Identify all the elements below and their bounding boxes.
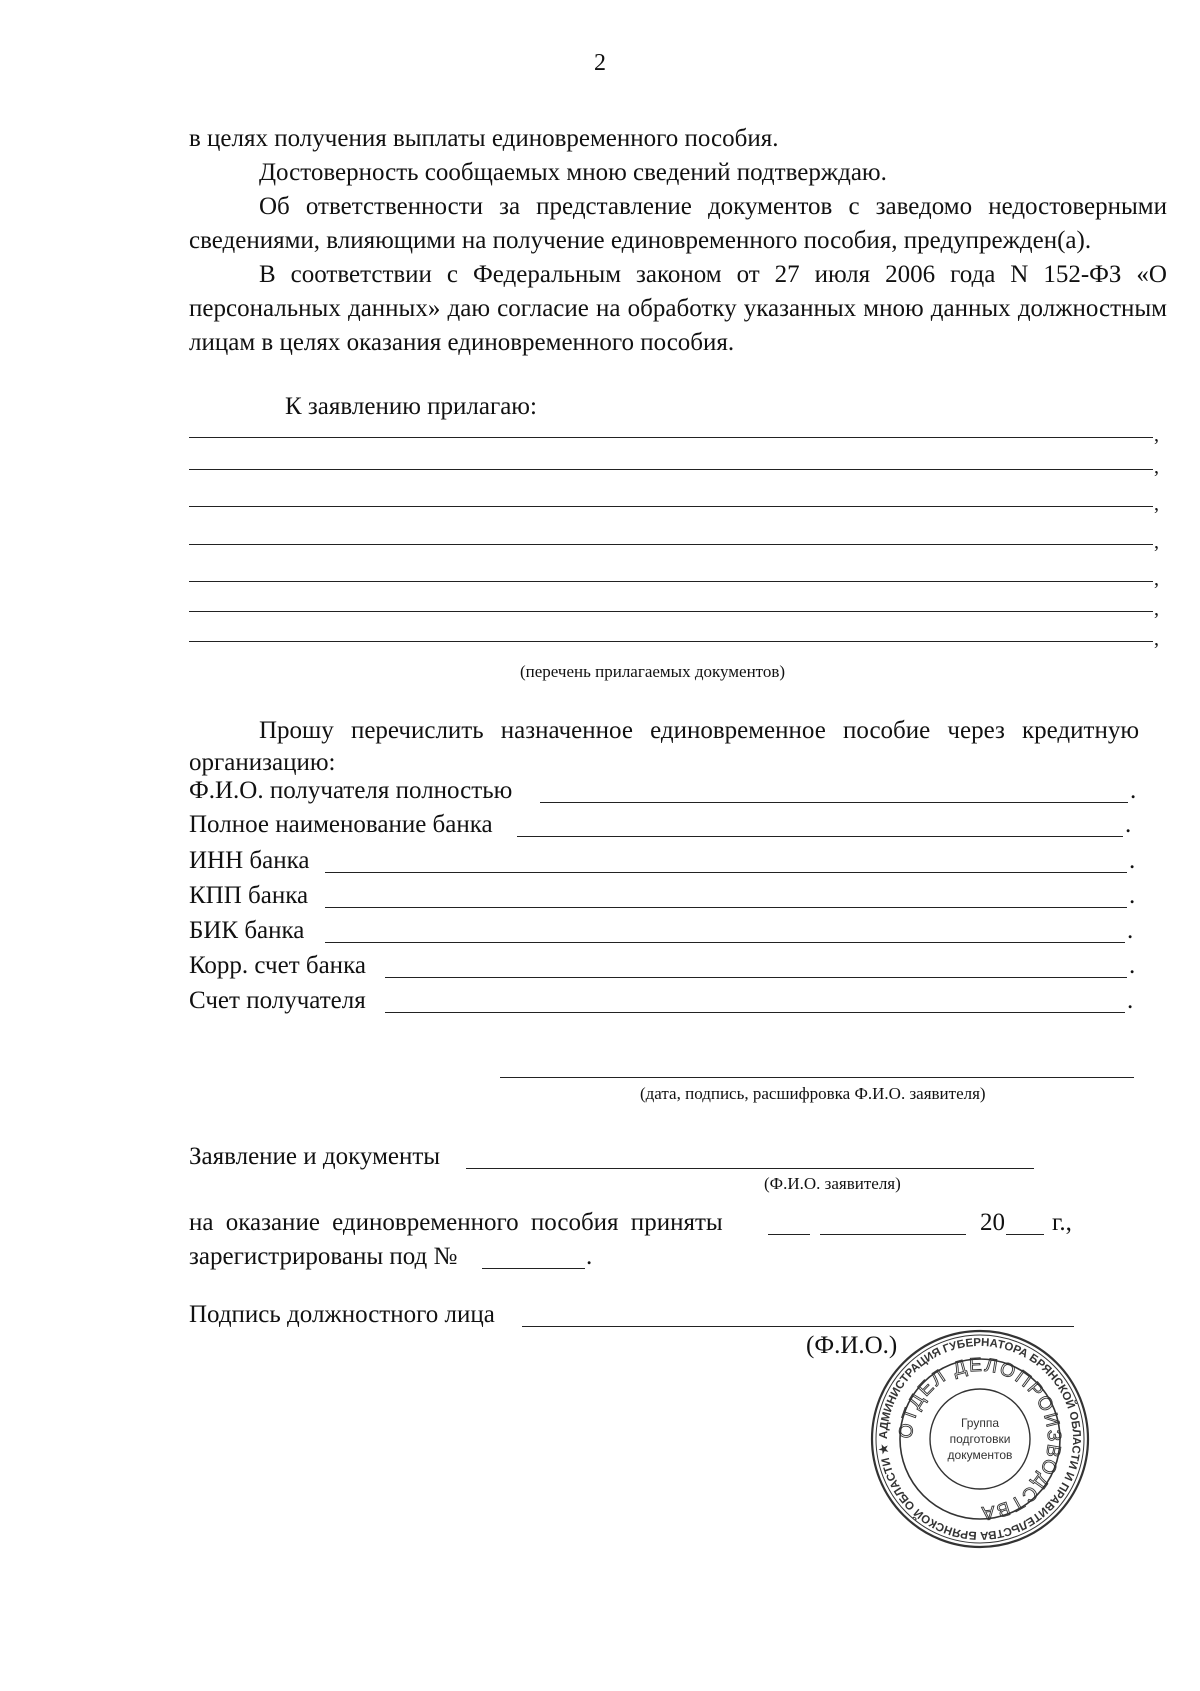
bank-kpp-label: КПП банка bbox=[189, 882, 309, 909]
transfer-request-text: Прошу перечислить назначенное единовременное пособие через кредитную организацию: bbox=[189, 717, 1139, 776]
field-end-dot: . bbox=[1127, 917, 1134, 944]
field-end-dot: . bbox=[1125, 811, 1132, 838]
year-suffix: г., bbox=[1052, 1209, 1072, 1236]
recipient-name-label: Ф.И.О. получателя полностью bbox=[189, 777, 513, 804]
attachment-line-6[interactable] bbox=[189, 611, 1153, 612]
field-end-dot: . bbox=[1129, 847, 1136, 874]
liability-paragraph: Об ответственности за представление документов с заведомо недостоверными сведениями, влияющими на получение единовременного пособия, предупрежден(а). bbox=[189, 193, 1167, 254]
attachment-line-7[interactable] bbox=[189, 641, 1153, 642]
bank-inn-field[interactable] bbox=[325, 872, 1127, 873]
registered-label: зарегистрированы под № bbox=[189, 1243, 458, 1270]
corr-account-label: Корр. счет банка bbox=[189, 952, 366, 979]
bank-inn-label: ИНН банка bbox=[189, 847, 310, 874]
registered-dot: . bbox=[586, 1243, 593, 1270]
accepted-label: на оказание единовременного пособия приняты bbox=[189, 1209, 723, 1236]
stamp-outer-text: АДМИНИСТРАЦИЯ ГУБЕРНАТОРА БРЯНСКОЙ ОБЛАСТИ И ПРАВИТЕЛЬСТВА БРЯНСКОЙ ОБЛАСТИ ★ bbox=[877, 1336, 1083, 1542]
attachment-comma: , bbox=[1154, 568, 1159, 590]
stamp-center-line-2: подготовки bbox=[949, 1432, 1011, 1446]
page-number: 2 bbox=[594, 50, 606, 76]
bank-bik-field[interactable] bbox=[325, 942, 1125, 943]
year-prefix: 20 bbox=[980, 1209, 1005, 1236]
intro-text bbox=[189, 122, 1167, 360]
signature-caption: (дата, подпись, расшифровка Ф.И.О. заявителя) bbox=[640, 1084, 986, 1103]
attachment-comma: , bbox=[1154, 598, 1159, 620]
accepted-day-field[interactable] bbox=[768, 1234, 810, 1235]
applicant-signature-line[interactable] bbox=[500, 1077, 1134, 1078]
attachment-comma: , bbox=[1154, 493, 1159, 515]
attachment-line-2[interactable] bbox=[189, 469, 1153, 470]
attachment-line-4[interactable] bbox=[189, 544, 1153, 545]
field-end-dot: . bbox=[1129, 952, 1136, 979]
bank-bik-label: БИК банка bbox=[189, 917, 305, 944]
official-signature-label: Подпись должностного лица bbox=[189, 1301, 495, 1328]
recipient-account-label: Счет получателя bbox=[189, 987, 366, 1014]
registration-number-field[interactable] bbox=[482, 1268, 585, 1269]
field-end-dot: . bbox=[1130, 777, 1137, 804]
official-signature-field[interactable] bbox=[522, 1326, 1074, 1327]
accepted-year-field[interactable] bbox=[1006, 1234, 1044, 1235]
attachment-comma: , bbox=[1154, 531, 1159, 553]
attachment-comma: , bbox=[1154, 628, 1159, 650]
accepted-month-field[interactable] bbox=[820, 1234, 966, 1235]
stamp-middle-text: ОТДЕЛ ДЕЛОПРОИЗВОДСТВА bbox=[895, 1354, 1065, 1524]
bank-name-label: Полное наименование банка bbox=[189, 811, 493, 838]
attachments-caption: (перечень прилагаемых документов) bbox=[520, 662, 786, 681]
attachment-line-1[interactable] bbox=[189, 437, 1153, 438]
attachment-line-5[interactable] bbox=[189, 581, 1153, 582]
documents-label: Заявление и документы bbox=[189, 1143, 441, 1170]
attachment-line-3[interactable] bbox=[189, 506, 1153, 507]
bank-name-field[interactable] bbox=[517, 836, 1123, 837]
applicant-caption: (Ф.И.О. заявителя) bbox=[764, 1174, 901, 1193]
intro-line-1: в целях получения выплаты единовременного пособия. bbox=[189, 125, 779, 152]
recipient-account-field[interactable] bbox=[385, 1012, 1125, 1013]
attachment-comma: , bbox=[1154, 456, 1159, 478]
office-stamp bbox=[869, 1328, 1091, 1550]
field-end-dot: . bbox=[1127, 987, 1134, 1014]
attachments-label: К заявлению прилагаю: bbox=[285, 393, 537, 420]
consent-paragraph: В соответствии с Федеральным законом от 27 июля 2006 года N 152-ФЗ «О персональных данных» даю согласие на обработку указанных мною данных должностным лицам в целях оказания единовременного пособия. bbox=[189, 261, 1167, 356]
intro-line-2: Достоверность сообщаемых мною сведений подтверждаю. bbox=[259, 159, 887, 186]
stamp-center-line-3: документов bbox=[947, 1448, 1013, 1462]
field-end-dot: . bbox=[1129, 882, 1136, 909]
applicant-name-field[interactable] bbox=[466, 1168, 1034, 1169]
recipient-name-field[interactable] bbox=[540, 802, 1128, 803]
stamp-center-line-1: Группа bbox=[960, 1416, 1000, 1430]
official-caption: (Ф.И.О.) bbox=[806, 1332, 898, 1359]
corr-account-field[interactable] bbox=[385, 977, 1127, 978]
bank-kpp-field[interactable] bbox=[325, 907, 1127, 908]
attachment-comma: , bbox=[1154, 424, 1159, 446]
